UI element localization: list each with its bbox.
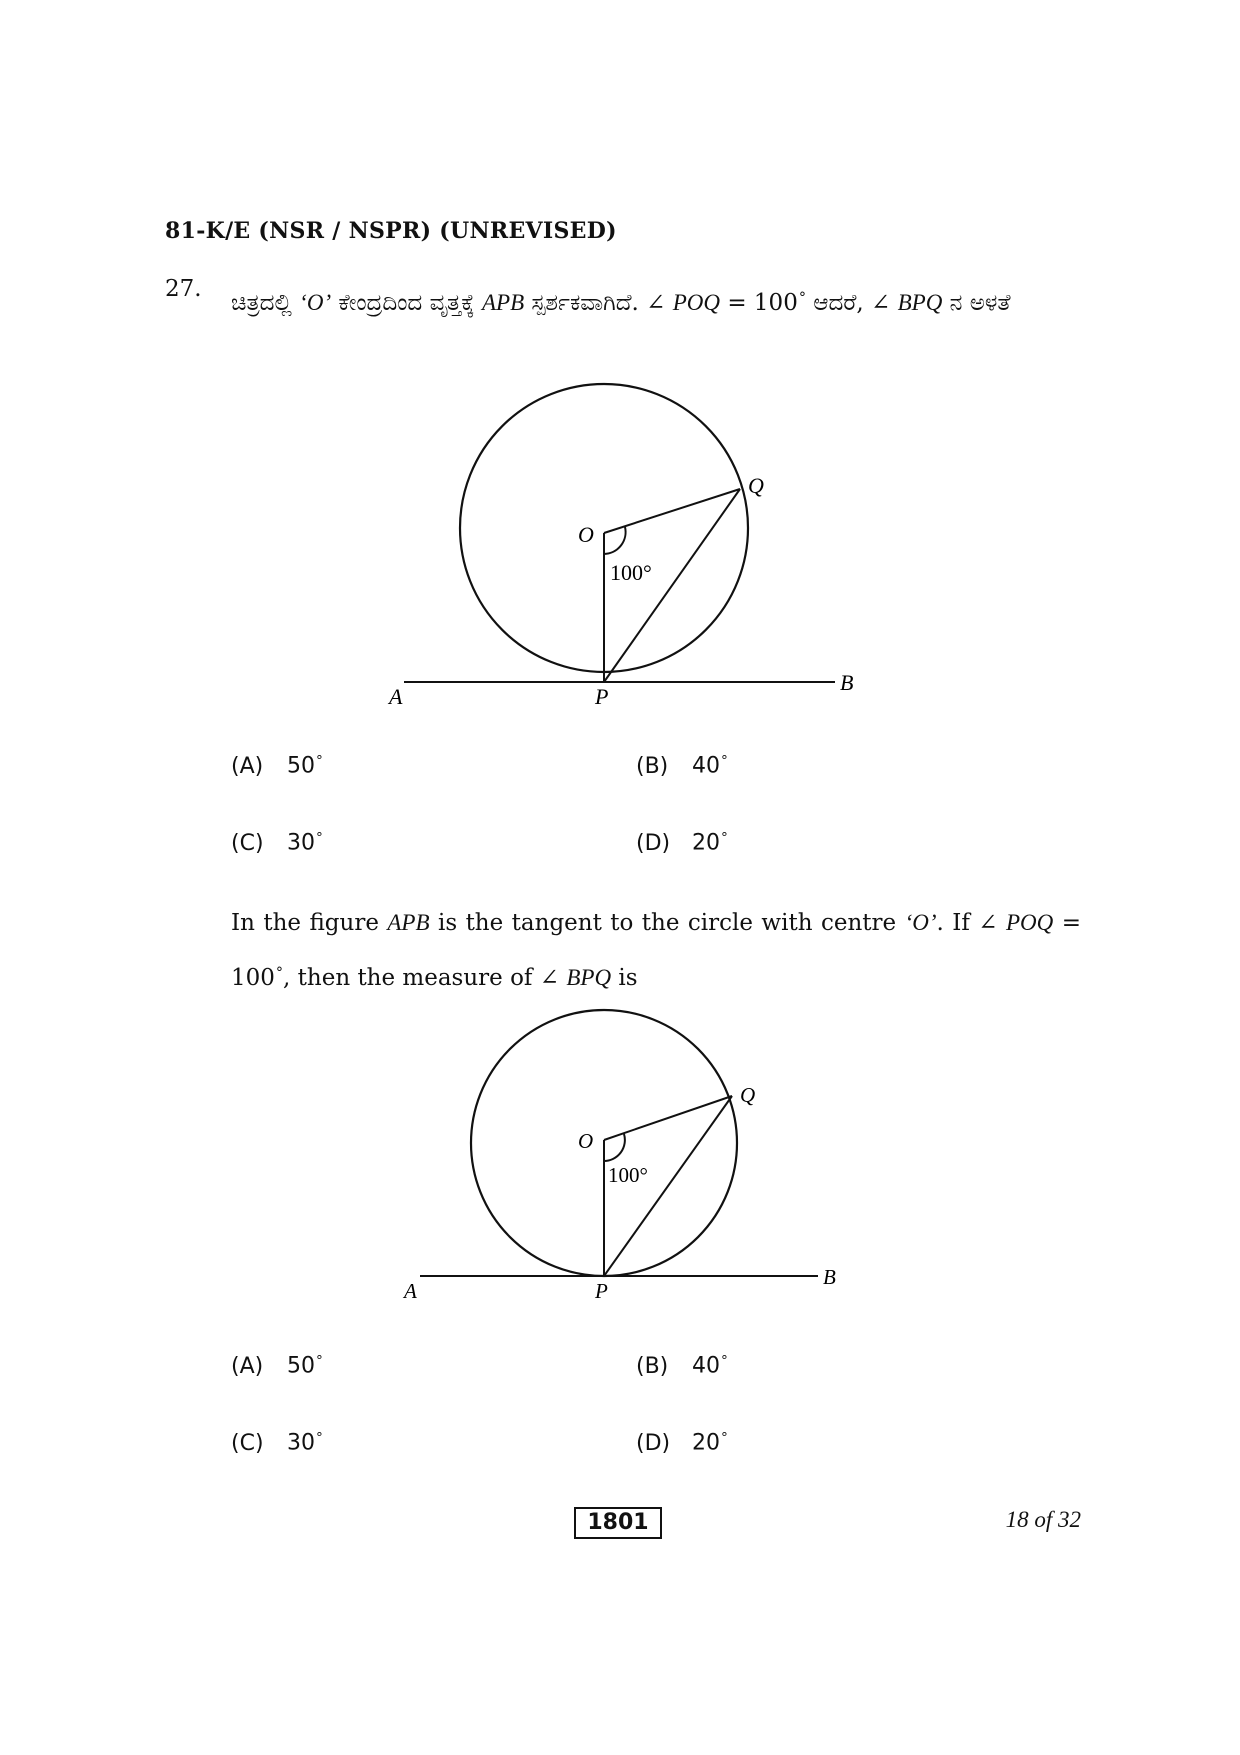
option-label: (C) — [231, 1430, 264, 1456]
label-p: P — [595, 1279, 608, 1303]
option-label: (D) — [636, 1430, 671, 1456]
chord-pq — [604, 489, 740, 682]
kn-text-6: ನ ಅಳತೆ — [942, 289, 1011, 316]
option-value: 20 — [692, 1430, 720, 1456]
radius-oq — [604, 1096, 732, 1140]
circle-tangent-figure-1 — [380, 380, 880, 710]
option-value: 20 — [692, 830, 720, 856]
option-degree: ° — [316, 1353, 323, 1369]
label-angle-100: 100° — [608, 1163, 648, 1187]
label-a: A — [404, 1279, 417, 1303]
en-text-2: is the tangent to the circle with centre — [429, 910, 905, 936]
option-value: 40 — [692, 753, 720, 779]
page-number: 18 of 32 — [1005, 1507, 1081, 1532]
paper-code-box: 1801 — [574, 1507, 662, 1539]
kn-angle-bpq: BPQ — [897, 289, 943, 315]
en-degree: ° — [275, 965, 284, 981]
en-center: ‘O’ — [904, 910, 937, 935]
option-value: 30 — [287, 1430, 315, 1456]
option-b-kannada[interactable] — [636, 753, 728, 779]
label-o: O — [578, 522, 594, 547]
option-label: (A) — [231, 753, 264, 779]
option-b-english[interactable] — [636, 1353, 728, 1379]
question-number: 27. — [165, 276, 202, 302]
question-text-english — [231, 898, 1081, 1003]
option-degree: ° — [316, 830, 323, 846]
question-text-kannada — [231, 272, 1081, 329]
option-c-english[interactable] — [231, 1430, 323, 1456]
option-label: (B) — [636, 1353, 669, 1379]
option-degree: ° — [721, 1353, 728, 1369]
option-label: (D) — [636, 830, 671, 856]
kn-text-5: ಆದರೆ, ∠ — [805, 289, 898, 316]
option-degree: ° — [721, 1430, 728, 1446]
option-a-kannada[interactable] — [231, 753, 323, 779]
kn-angle-poq: POQ — [672, 289, 721, 315]
option-degree: ° — [316, 753, 323, 769]
kn-text-1: ಚಿತ್ರದಲ್ಲಿ — [231, 289, 300, 316]
en-tangent: APB — [387, 910, 430, 935]
option-value: 50 — [287, 1353, 315, 1379]
option-degree: ° — [316, 1430, 323, 1446]
label-angle-100: 100° — [610, 560, 652, 585]
option-value: 40 — [692, 1353, 720, 1379]
option-d-kannada[interactable] — [636, 830, 728, 856]
en-text-5: , then the measure of ∠ — [283, 964, 567, 991]
en-text-6: is — [611, 964, 638, 991]
kn-text-3: ಸ್ಪರ್ಶಕವಾಗಿದೆ. ∠ — [524, 289, 673, 316]
option-a-english[interactable] — [231, 1353, 323, 1379]
page-header: 81-K/E (NSR / NSPR) (UNREVISED) — [165, 218, 617, 244]
option-value: 30 — [287, 830, 315, 856]
en-text-3: . If ∠ — [936, 910, 1006, 936]
kn-text-4: = 100 — [720, 289, 798, 316]
option-label: (C) — [231, 830, 264, 856]
radius-oq — [604, 489, 740, 533]
kn-tangent: APB — [481, 289, 525, 315]
option-degree: ° — [721, 830, 728, 846]
en-angle-bpq: BPQ — [566, 964, 612, 990]
kn-degree: ° — [798, 290, 806, 306]
label-b: B — [840, 670, 854, 695]
circle-tangent-figure-2 — [390, 1000, 860, 1310]
option-value: 50 — [287, 753, 315, 779]
option-label: (A) — [231, 1353, 264, 1379]
label-b: B — [823, 1265, 836, 1289]
kn-center: ‘O’ — [299, 289, 332, 315]
en-text-1: In the figure — [231, 910, 388, 936]
en-text-4: = 100 — [231, 910, 1081, 991]
option-c-kannada[interactable] — [231, 830, 323, 856]
kn-text-2: ಕೇಂದ್ರದಿಂದ ವೃತ್ತಕ್ಕೆ — [331, 289, 482, 316]
label-q: Q — [748, 473, 764, 498]
option-d-english[interactable] — [636, 1430, 728, 1456]
option-degree: ° — [721, 753, 728, 769]
label-a: A — [389, 684, 403, 709]
option-label: (B) — [636, 753, 669, 779]
label-q: Q — [740, 1083, 756, 1107]
label-o: O — [578, 1129, 594, 1153]
label-p: P — [595, 684, 609, 709]
en-angle-poq: POQ — [1006, 910, 1054, 935]
